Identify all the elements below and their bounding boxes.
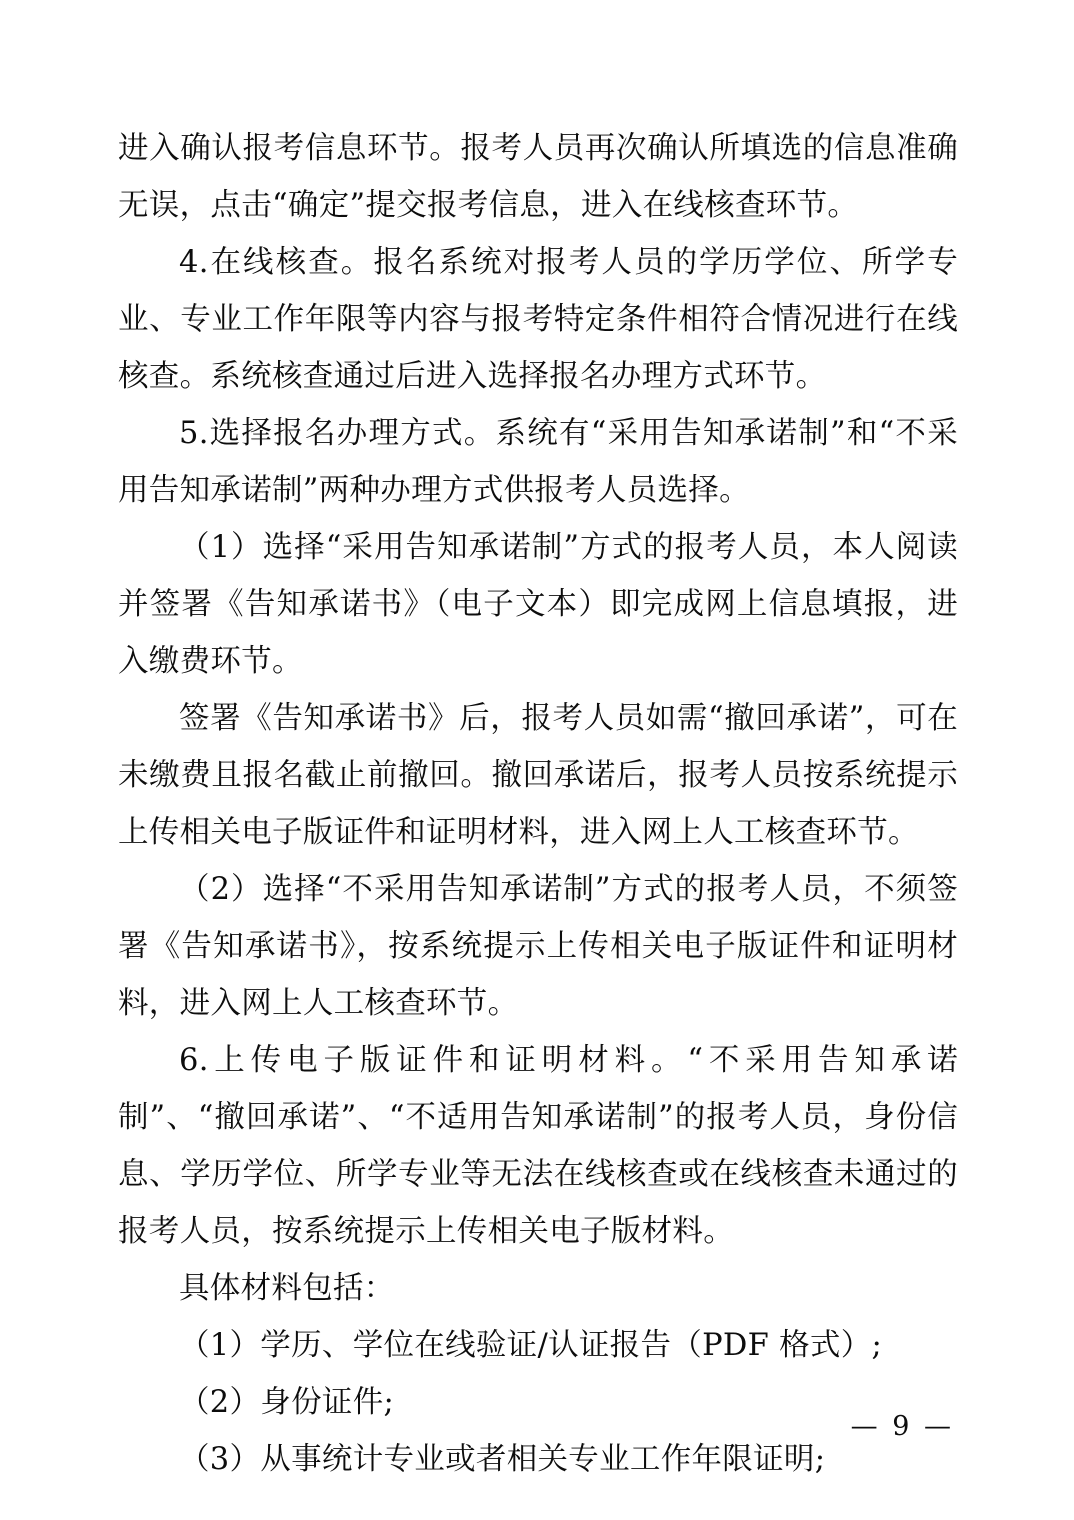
paragraph-item-6: 6.上传电子版证件和证明材料。“不采用告知承诺制”、“撤回承诺”、“不适用告知承诺制”的报考人员，身份信息、学历学位、所学专业等无法在线核查或在线核查未通过的报考人员，按系统提示上传相关电子版材料。	[118, 1043, 958, 1249]
paragraph-material-1: （1）学历、学位在线验证/认证报告（PDF 格式）;	[179, 1328, 883, 1363]
paragraph-materials-intro: 具体材料包括：	[179, 1271, 395, 1306]
paragraph-item-5: 5.选择报名办理方式。系统有“采用告知承诺制”和“不采用告知承诺制”两种办理方式供报考人员选择。	[118, 416, 958, 508]
page-number: — 9 —	[850, 1411, 954, 1442]
paragraph-item-4: 4.在线核查。报名系统对报考人员的学历学位、所学专业、专业工作年限等内容与报考特定条件相符合情况进行在线核查。系统核查通过后进入选择报名办理方式环节。	[118, 245, 958, 394]
paragraph-material-2: （2）身份证件;	[179, 1385, 395, 1420]
page-body-text	[118, 120, 958, 1488]
paragraph-item-5-sub-1: （1）选择“采用告知承诺制”方式的报考人员，本人阅读并签署《告知承诺书》（电子文本）即完成网上信息填报，进入缴费环节。	[118, 530, 958, 679]
paragraph-item-5-sub-2: （2）选择“不采用告知承诺制”方式的报考人员，不须签署《告知承诺书》，按系统提示上传相关电子版证件和证明材料，进入网上人工核查环节。	[118, 872, 958, 1021]
paragraph-item-5-sub-1-note: 签署《告知承诺书》后，报考人员如需“撤回承诺”，可在未缴费且报名截止前撤回。撤回承诺后，报考人员按系统提示上传相关电子版证件和证明材料，进入网上人工核查环节。	[118, 701, 958, 850]
paragraph-continuation: 进入确认报考信息环节。报考人员再次确认所填选的信息准确无误，点击“确定”提交报考信息，进入在线核查环节。	[118, 131, 958, 223]
paragraph-material-3: （3）从事统计专业或者相关专业工作年限证明;	[179, 1442, 826, 1477]
